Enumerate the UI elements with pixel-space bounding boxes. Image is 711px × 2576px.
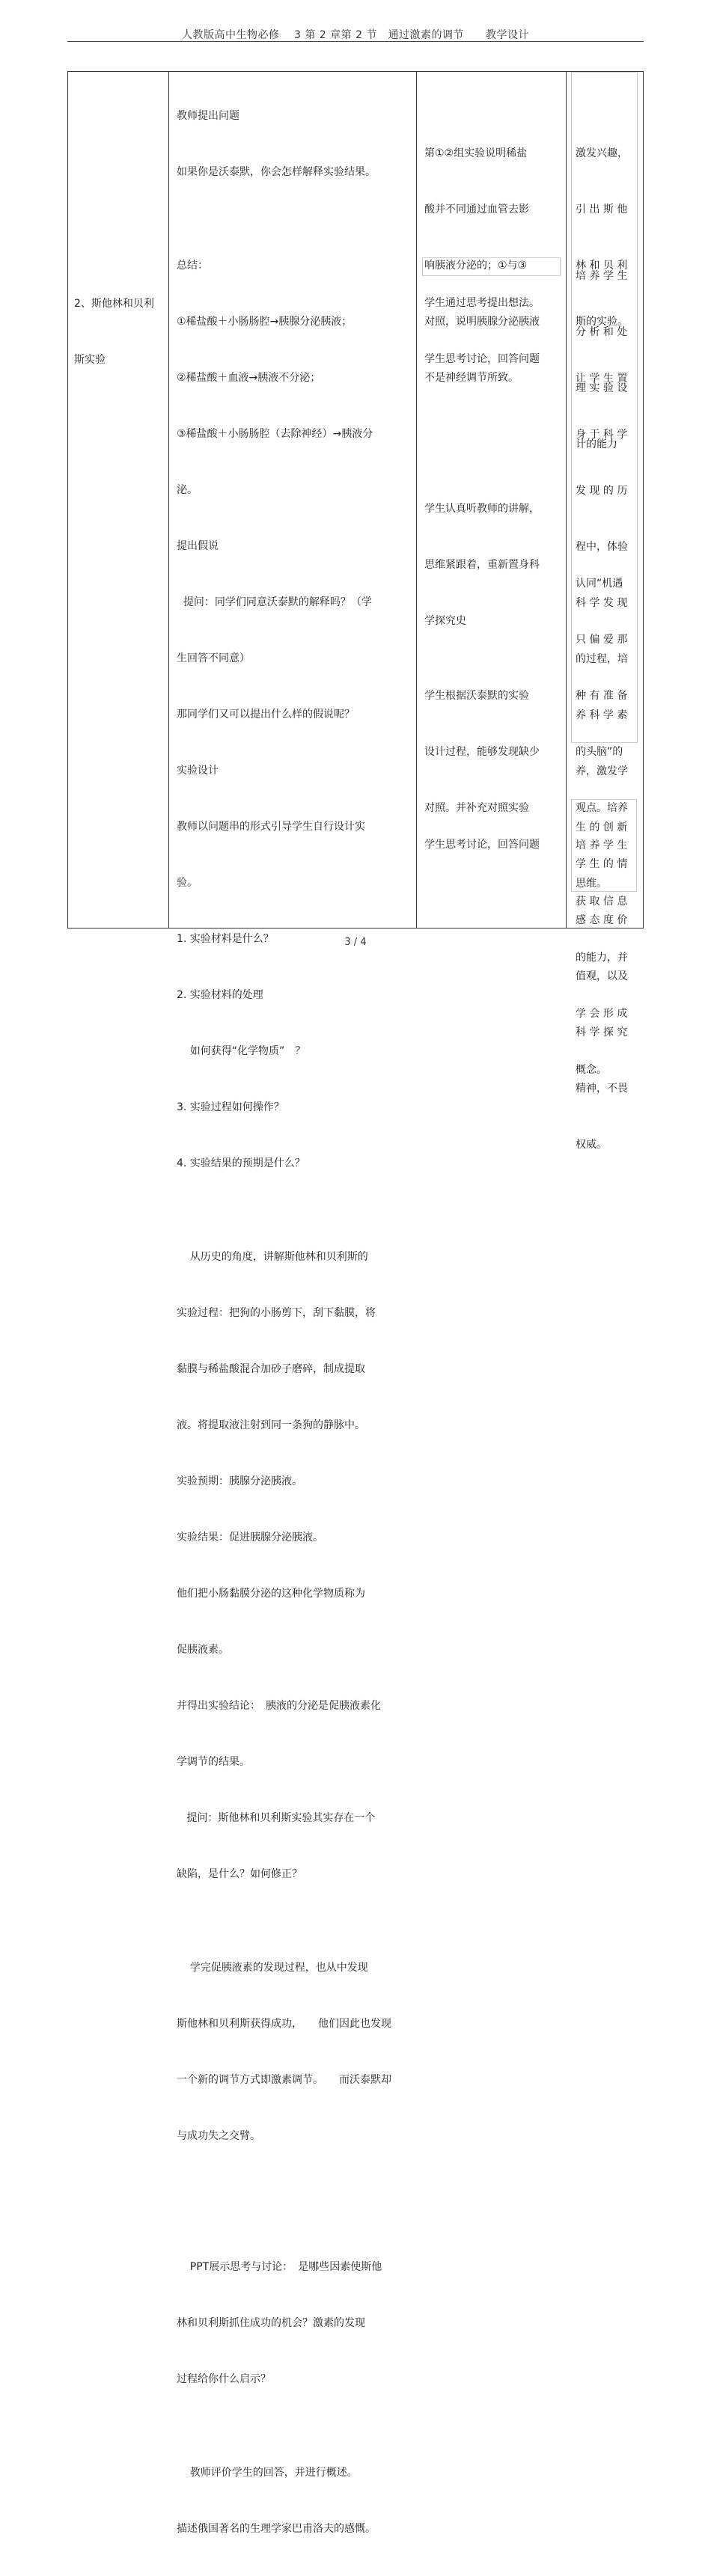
teacher-line: 促胰液素。: [177, 1644, 229, 1656]
intent-line: 科 学 发 现: [576, 597, 628, 609]
teacher-line: 他们把小肠黏膜分泌的这种化学物质称为: [177, 1588, 365, 1600]
student-line: 学探究史: [424, 615, 466, 627]
page-header: 人教版高中生物必修 3 第 2 章第 2 节 通过激素的调节 教学设计: [182, 29, 529, 41]
teacher-line: 学调节的结果。: [177, 1756, 250, 1768]
intent-line: 生 的 创 新: [576, 822, 628, 833]
teacher-line: 并得出实验结论： 胰液的分泌是促胰液素化: [177, 1700, 381, 1712]
intent-line: 林 和 贝 利: [576, 260, 628, 272]
teacher-line: ③稀盐酸＋小肠肠腔（去除神经）→胰液分: [177, 428, 373, 440]
column-divider: [566, 72, 567, 928]
teacher-line: PPT展示思考与讨论： 是哪些因素使斯他: [177, 2261, 382, 2273]
teacher-line: 实验预期：胰腺分泌胰液。: [177, 1475, 302, 1487]
teacher-activity: [177, 70, 412, 2576]
teacher-line: 验。: [177, 877, 198, 889]
teacher-line: ①稀盐酸＋小肠肠腔→胰腺分泌胰液；: [177, 316, 353, 328]
intent-line: 思维。: [576, 878, 607, 890]
teacher-line: 实验设计: [177, 765, 219, 777]
intent-line: 身 于 科 学: [576, 429, 628, 441]
student-line: 酸并不同通过血管去影: [424, 204, 529, 215]
section-label-line: 2、斯他林和贝利: [74, 298, 154, 310]
teacher-line: 过程给你什么启示？: [177, 2373, 271, 2385]
teacher-line: 从历史的角度，讲解斯他林和贝利斯的: [177, 1251, 368, 1263]
teacher-line: 提出假说: [177, 540, 219, 552]
teacher-line: 实验结果：促进胰腺分泌胰液。: [177, 1532, 323, 1544]
intent-line: 概念。: [576, 1064, 607, 1076]
intent-line: 培 养 学 生: [576, 839, 628, 851]
student-line: 对照。并补充对照实验: [424, 802, 529, 814]
student-line: 响胰液分泌的；①与③: [424, 260, 528, 272]
intent-line: 种 有 准 备: [576, 690, 628, 702]
teacher-line: 描述俄国著名的生理学家巴甫洛夫的感慨。: [177, 2523, 376, 2535]
intent-line: 只 偏 爱 那: [576, 634, 628, 646]
intent-line: 学 会 形 成: [576, 1008, 628, 1020]
teacher-line: 那同学们又可以提出什么样的假说呢？: [177, 709, 355, 721]
student-line: 学生认真听教师的讲解，: [424, 503, 540, 515]
intent-line: 引 出 斯 他: [576, 204, 628, 215]
section-label: [74, 257, 154, 407]
teacher-line: 与成功失之交臂。: [177, 2130, 260, 2142]
intent-line: 认同“机遇: [576, 578, 623, 590]
teacher-line: 提问：斯他林和贝利斯实验其实存在一个: [177, 1812, 376, 1824]
student-line: 思维紧跟着，重新置身科: [424, 559, 540, 571]
student-activity: [424, 313, 540, 406]
teacher-line: 2. 实验材料的处理: [177, 989, 263, 1001]
teacher-line: 1. 实验材料是什么？: [177, 933, 274, 945]
intent-line: 程中，体验: [576, 541, 628, 553]
teacher-line: 教师以问题串的形式引导学生自行设计实: [177, 821, 365, 833]
intent-line: 分 析 和 处: [576, 326, 628, 338]
student-line: 学生通过思考提出想法。: [424, 297, 540, 309]
intent-line: 的过程，培: [576, 653, 628, 665]
teacher-line: 教师提出问题: [177, 110, 239, 122]
column-divider: [168, 72, 169, 928]
intent-line: 的能力，并: [576, 952, 628, 964]
intent-line: 发 现 的 历: [576, 485, 628, 497]
student-line: 学生思考讨论，回答问题: [424, 353, 540, 365]
teacher-line: 林和贝利斯抓住成功的机会？激素的发现: [177, 2317, 365, 2329]
student-line: 对照，说明胰腺分泌胰液: [424, 316, 540, 328]
teacher-line: 如果你是沃泰默，你会怎样解释实验结果。: [177, 166, 376, 178]
intent-line: 斯的实验。: [576, 316, 628, 328]
intent-line: 精神，不畏: [576, 1083, 628, 1095]
header-rule: [67, 41, 644, 42]
teacher-line: 液。将提取液注射到同一条狗的静脉中。: [177, 1419, 365, 1431]
student-line: 不是神经调节所致。: [424, 372, 519, 384]
intent-line: 养 科 学 素: [576, 709, 628, 721]
intent-line: 科 学 探 究: [576, 1027, 628, 1038]
intent-line: 值观，以及: [576, 970, 628, 982]
teacher-line: 教师评价学生的回答，并进行概述。: [177, 2467, 358, 2479]
teacher-line: 斯他林和贝利斯获得成功， 他们因此也发现: [177, 2018, 391, 2030]
page-number: 3 / 4: [344, 937, 367, 948]
intent-line: 获 取 信 息: [576, 896, 628, 908]
section-label-line: 斯实验: [74, 354, 106, 366]
intent-line: 培 养 学 生: [576, 270, 628, 282]
teacher-line: 如何获得“化学物质” ？: [177, 1045, 306, 1057]
student-line: 学生根据沃泰默的实验: [424, 690, 529, 702]
teacher-line: 一个新的调节方式即激素调节。 而沃泰默却: [177, 2074, 391, 2086]
teacher-line: 提问：同学们同意沃泰默的解释吗？（学: [177, 596, 372, 608]
teacher-line: 泌。: [177, 484, 198, 496]
teacher-line: 4. 实验结果的预期是什么？: [177, 1157, 305, 1169]
teacher-line: 总结：: [177, 260, 208, 272]
intent-line: 理 实 验 设: [576, 382, 628, 394]
intent-line: 计的能力: [576, 438, 617, 450]
column-divider: [416, 72, 417, 928]
teacher-line: 生回答不同意）: [177, 652, 250, 664]
teacher-line: ②稀盐酸＋血液→胰液不分泌；: [177, 372, 321, 384]
teacher-line: 黏膜与稀盐酸混合加砂子磨碎，制成提取: [177, 1363, 365, 1375]
teacher-line: 实验过程：把狗的小肠剪下，刮下黏膜，将: [177, 1307, 376, 1319]
intent-line: 养，激发学: [576, 765, 628, 777]
teacher-line: 3. 实验过程如何操作？: [177, 1101, 284, 1113]
student-activity: [424, 798, 540, 892]
intent-line: 感 态 度 价: [576, 914, 628, 926]
student-line: 学生思考讨论，回答问题: [424, 839, 540, 851]
intent-line: 激发兴趣，: [576, 147, 628, 159]
intent-line: 学 生 的 情: [576, 858, 628, 870]
intent-line: 的头脑”的: [576, 746, 623, 758]
teacher-line: 学完促胰液素的发现过程，也从中发现: [177, 1962, 368, 1974]
design-intent: [576, 799, 628, 1117]
intent-line: 让 学 生 置: [576, 373, 628, 385]
intent-line: 权威。: [576, 1139, 607, 1151]
teacher-line: 缺陷，是什么？如何修正？: [177, 1868, 302, 1880]
student-line: 第①②组实验说明稀盐: [424, 147, 528, 159]
student-line: 设计过程，能够发现缺少: [424, 746, 540, 758]
intent-line: 观点。培养: [576, 802, 628, 814]
student-activity: [424, 462, 540, 668]
